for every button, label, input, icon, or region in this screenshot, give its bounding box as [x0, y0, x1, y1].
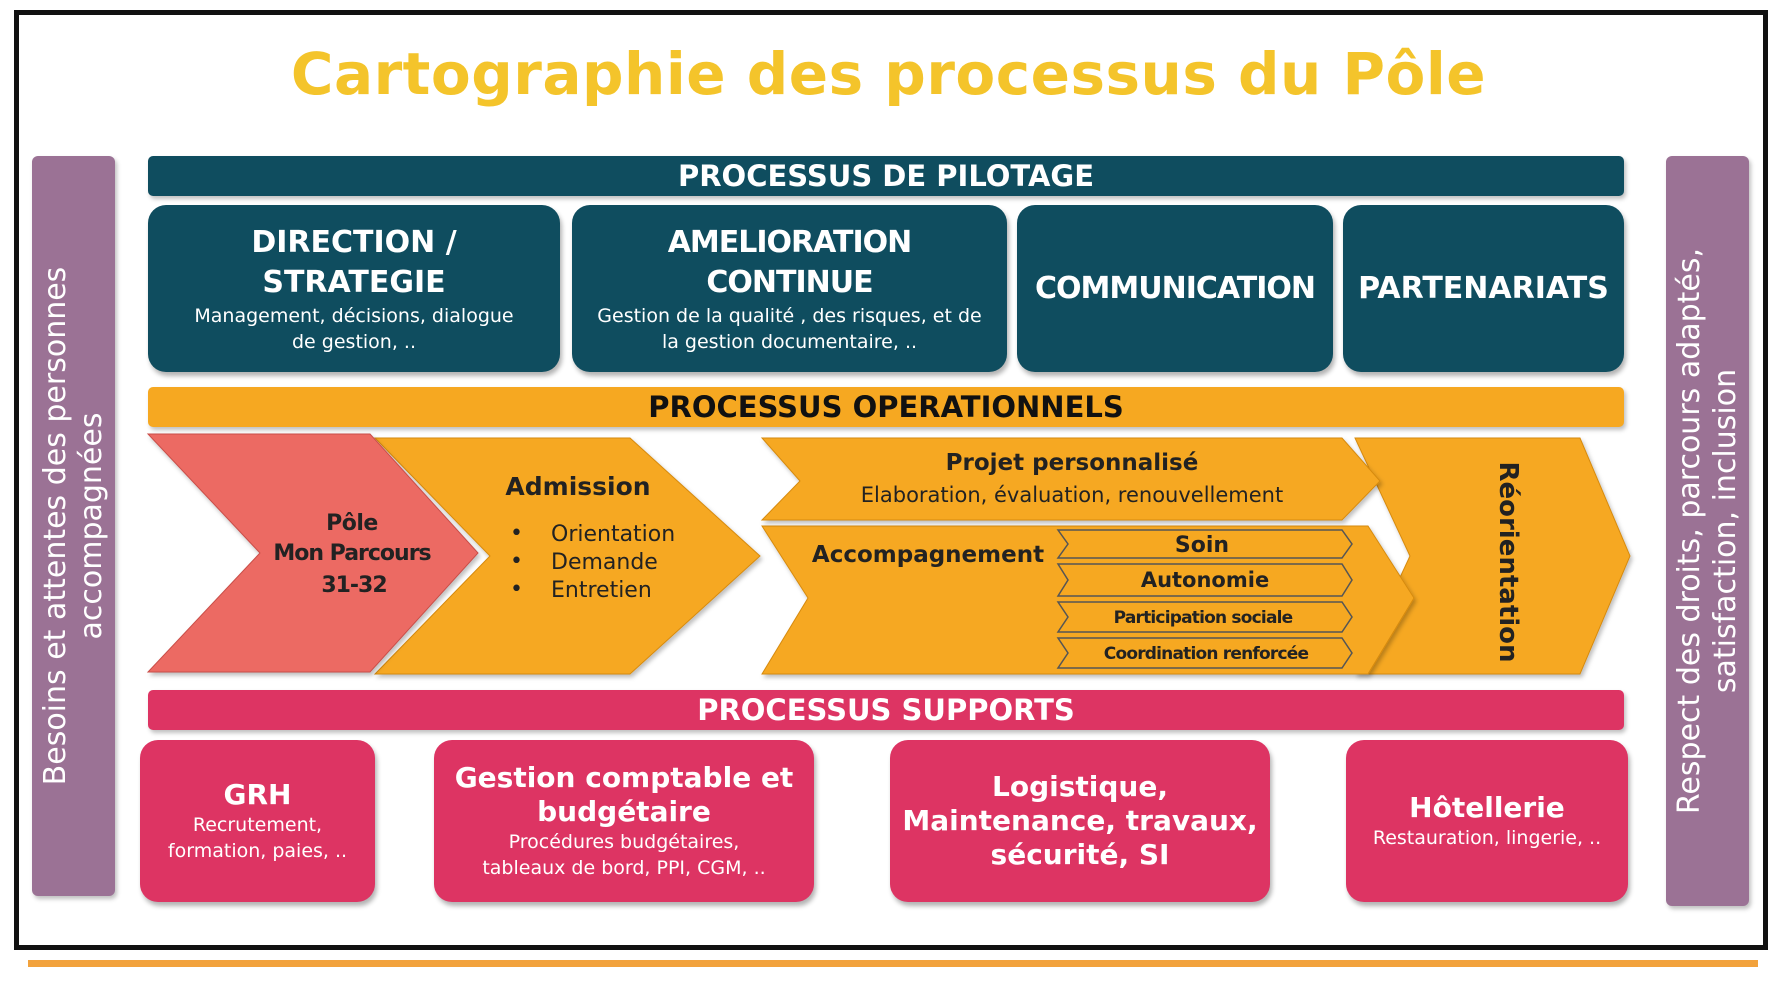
reorientation-chevron	[1355, 438, 1630, 674]
pilotage-box-title: AMELIORATION CONTINUE	[667, 224, 912, 300]
page-title: Cartographie des processus du Pôle	[290, 40, 1487, 108]
pole-label: Pôle	[326, 511, 378, 536]
pilotage-box-subtitle: Gestion de la qualité , des risques, et de	[597, 304, 982, 327]
support-box-hotellerie	[1346, 740, 1628, 902]
projet-subtitle: Elaboration, évaluation, renouvellement	[860, 483, 1284, 507]
support-box-subtitle: formation, paies, ..	[167, 840, 348, 862]
side-label-needs: Besoins et attentes des personnes accompagnées	[37, 266, 109, 786]
support-box-title: GRH	[223, 778, 292, 811]
support-box-gestion	[434, 740, 814, 902]
support-box-subtitle: Procédures budgétaires,	[508, 831, 740, 853]
admission-bullet: •	[510, 549, 523, 574]
projet-title: Projet personnalisé	[945, 450, 1199, 476]
band-operationnels: PROCESSUS OPERATIONNELS	[148, 387, 1624, 427]
pilotage-box-title: STRATEGIE	[262, 264, 446, 300]
pilotage-box-title: COMMUNICATION	[1035, 270, 1315, 306]
side-label-outcomes: Respect des droits, parcours adaptés, satisfaction, inclusion	[1671, 247, 1743, 815]
support-box-title: Hôtellerie	[1409, 791, 1565, 824]
pilotage-box-subtitle: Management, décisions, dialogue	[194, 304, 514, 327]
support-box-title: sécurité, SI	[990, 838, 1170, 871]
support-box-subtitle: tableaux de bord, PPI, CGM, ..	[482, 857, 766, 879]
support-box-subtitle: Recrutement,	[192, 814, 323, 836]
accompagnement-item: Coordination renforcée	[1103, 644, 1309, 664]
pole-label: Mon Parcours	[273, 541, 431, 566]
pole-label: 31-32	[321, 573, 387, 598]
admission-bullet: •	[510, 521, 523, 546]
band-supports: PROCESSUS SUPPORTS	[148, 690, 1624, 730]
pilotage-box-title: PARTENARIATS	[1358, 270, 1609, 306]
support-box-grh	[140, 740, 375, 902]
admission-title: Admission	[505, 472, 651, 501]
admission-item: Orientation	[551, 522, 676, 547]
band-pilotage: PROCESSUS DE PILOTAGE	[148, 156, 1624, 196]
support-box-subtitle: Restauration, lingerie, ..	[1372, 827, 1602, 849]
reorientation-label: Réorientation	[1493, 461, 1523, 663]
pilotage-box-subtitle: de gestion, ..	[292, 330, 416, 353]
pilotage-box-subtitle: la gestion documentaire, ..	[661, 330, 918, 353]
accompagnement-item: Participation sociale	[1113, 608, 1293, 628]
support-box-title: Maintenance, travaux,	[902, 804, 1258, 837]
support-box-title: budgétaire	[537, 795, 711, 828]
support-box-logistique	[890, 740, 1270, 902]
admission-item: Demande	[551, 550, 658, 575]
admission-item: Entretien	[551, 578, 652, 603]
admission-bullet: •	[510, 577, 523, 602]
support-box-title: Logistique,	[992, 770, 1168, 803]
pilotage-box-title: DIRECTION /	[251, 224, 457, 260]
accompagnement-title: Accompagnement	[811, 542, 1045, 568]
support-box-title: Gestion comptable et	[454, 761, 794, 794]
accompagnement-item: Autonomie	[1140, 568, 1270, 592]
accompagnement-item: Soin	[1174, 533, 1230, 558]
